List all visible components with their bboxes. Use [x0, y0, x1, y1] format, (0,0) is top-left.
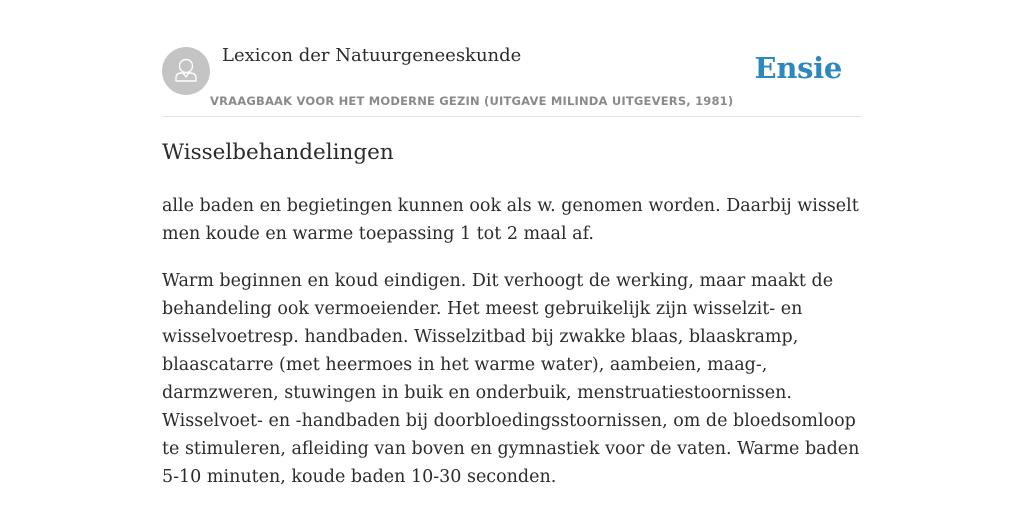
lexicon-header — [162, 40, 862, 117]
entry-body — [162, 192, 862, 510]
lexicon-title[interactable]: Lexicon der Natuurgeneeskunde — [222, 45, 522, 66]
entry-title: Wisselbehandelingen — [162, 140, 394, 165]
brand-logo[interactable]: Ensie — [754, 51, 842, 85]
user-placeholder-icon[interactable] — [162, 47, 210, 95]
lexicon-subtitle: VRAAGBAAK VOOR HET MODERNE GEZIN (UITGAVE MILINDA UITGEVERS, 1981) — [210, 94, 734, 108]
entry-paragraph: alle baden en begietingen kunnen ook als w. genomen worden. Daarbij wisselt men koude en warme toepassing 1 tot 2 maal af. — [162, 196, 859, 244]
entry-paragraph: Warm beginnen en koud eindigen. Dit verhoogt de werking, maar maakt de behandeling ook vermoeiender. Het meest gebruikelijk zijn wisselzit- en wisselvoetresp. handbaden. Wisselzitbad bij zwakke blaas, blaaskramp, blaascatarre (met heermoes in het warme water), aambeien, maag-, darmzweren, stuwingen in buik en onderbuik, menstruatiestoornissen. Wisselvoet- en -handbaden bij doorbloedingsstoornissen, om de bloedsomloop te stimuleren, afleiding van boven en gymnastiek voor de vaten. Warme baden 5-10 minuten, koude baden 10-30 seconden. — [162, 271, 860, 487]
